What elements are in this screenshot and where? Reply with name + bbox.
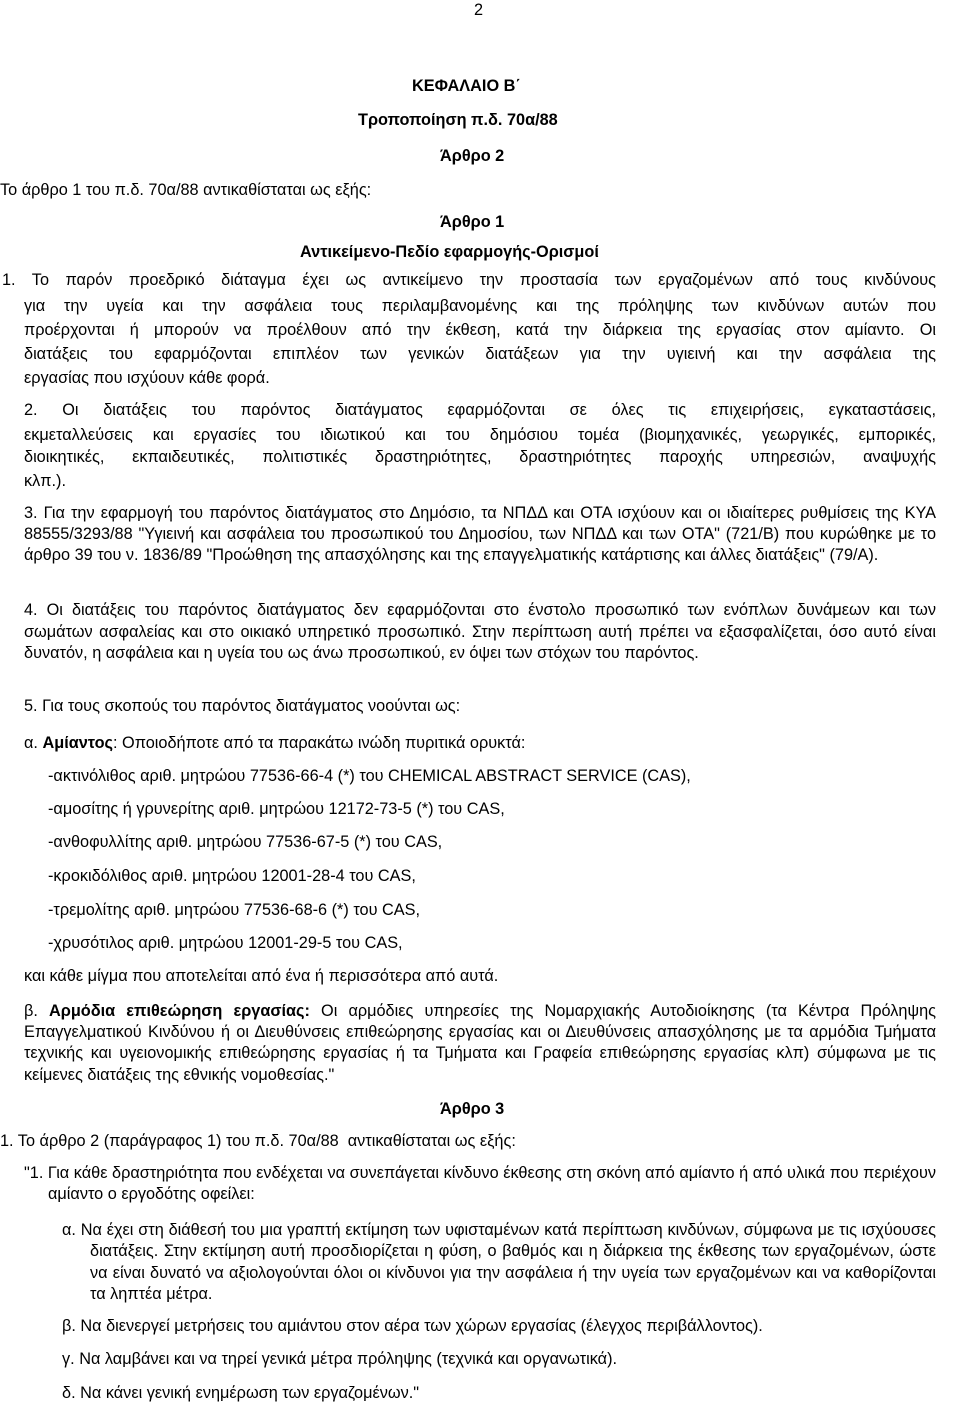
article-3-quote: "1. Για κάθε δραστηριότητα που ενδέχεται να συνεπάγεται κίνδυνο έκθεσης στη σκόνη από αμίαντο ή από υλικά που περιέχουν αμίαντο ο εργοδότης οφείλει:: [24, 1164, 936, 1203]
obligation-text: Να διενεργεί μετρήσεις του αμιάντου στον αέρα των χώρων εργασίας (έλεγχος περιβάλλοντος).: [80, 1317, 763, 1335]
obligation-text: Να έχει στη διάθεσή του μια γραπτή εκτίμηση των υφισταμένων κατά περίπτωση κινδύνων, σύμφωνα με τις ισχύουσες διατάξεις. Στην εκτίμηση αυτή προσδιορίζεται η φύση, ο βαθμός και η διάρκεια της έκθεσης των εργαζομένων, ώστε να είναι δυνατό να αξιολογούνται όλοι οι κίνδυνοι για την ασφάλεια ή την υγεία των εργαζομένων και να καθορίζονται τα ληπτέα μέτρα.: [80, 1221, 936, 1303]
page-number: 2: [474, 1, 484, 19]
obligation-label: δ.: [62, 1384, 76, 1402]
mineral-item: -κροκιδόλιθος αριθ. μητρώου 12001-28-4 του CAS,: [48, 867, 416, 885]
mineral-item: -αμοσίτης ή γρυνερίτης αριθ. μητρώου 12172-73-5 (*) του CAS,: [48, 800, 505, 818]
paragraph-4: 4. Οι διατάξεις του παρόντος διατάγματος δεν εφαρμόζονται στο ένστολο προσωπικό των ενόπλων δυνάμεων και των σωμάτων ασφαλείας και στο οικιακό υπηρετικό προσωπικό. Στην περίπτωση αυτή πρέπει να εξασφαλίζεται, όσο αυτό είναι δυνατόν, η ασφάλεια και η υγεία του ως άνω προσωπικού, εν όψει των στόχων του παρόντος.: [24, 601, 936, 662]
article-1-subheading: Αντικείμενο-Πεδίο εφαρμογής-Ορισμοί: [300, 243, 599, 261]
obligation-item: [62, 1383, 419, 1403]
paragraph-5-intro: 5. Για τους σκοπούς του παρόντος διατάγματος νοούνται ως:: [24, 697, 461, 715]
paragraph-1-line: εργασίας που ισχύουν κάθε φορά.: [24, 369, 270, 387]
paragraph-3: 3. Για την εφαρμογή του παρόντος διατάγματος στο Δημόσιο, τα ΝΠΔΔ και ΟΤΑ ισχύουν και οι ιδιαίτερες ρυθμίσεις της ΚΥΑ 88555/3293/88 "Υγιεινή και ασφάλεια του προσωπικού του Δημοσίου, των ΝΠΔΔ και των ΟΤΑ" (721/Β) που κυρώθηκε με το άρθρο 39 του ν. 1836/89 "Προώθηση της απασχόλησης και της επαγγελματικής κατάρτισης και άλλες διατάξεις" (79/Α).: [24, 504, 936, 564]
article-2-heading: Άρθρο 2: [440, 147, 505, 165]
paragraph-2-line: κλπ.).: [24, 472, 66, 490]
obligation-label: γ.: [62, 1350, 75, 1368]
definition-text: Οι αρμόδιες υπηρεσίες της Νομαρχιακής Αυτοδιοίκησης (τα Κέντρα Πρόληψης Επαγγελματικού Κινδύνου ή οι Διευθύνσεις επιθεώρησης εργασίας και οι Διευθύνσεις απασχόλησης με τα αρμόδια Τμήματα τεχνικής και υγειονομικής επιθεώρησης εργασίας ή τα Τμήματα και Γραφεία επιθεώρησης εργασίας κλπ) σύμφωνα με τις κείμενες διατάξεις της εθνικής νομοθεσίας.": [24, 1002, 936, 1084]
obligation-text: Να λαμβάνει και να τηρεί γενικά μέτρα πρόληψης (τεχνικά και οργανωτικά).: [79, 1350, 618, 1368]
paragraph-1-line: διατάξεις του εφαρμόζονται επιπλέον των γενικών διατάξεων για την υγιεινή και την ασφάλεια της: [24, 345, 936, 363]
paragraph-1-line: για την υγεία και την ασφάλεια τους περιλαμβανομένης και της πρόληψης των κινδύνων αυτών που: [24, 297, 936, 315]
definition-term: Αρμόδια επιθεώρηση εργασίας:: [49, 1002, 310, 1020]
paragraph-1-line: 1. Το παρόν προεδρικό διάταγμα έχει ως αντικείμενο την προστασία των εργαζομένων από τους κινδύνους: [2, 271, 936, 289]
chapter-subtitle: Τροποποίηση π.δ. 70α/88: [358, 111, 558, 129]
mineral-item: -ακτινόλιθος αριθ. μητρώου 77536-66-4 (*) του CHEMICAL ABSTRACT SERVICE (CAS),: [48, 767, 691, 785]
mixture-clause: και κάθε μίγμα που αποτελείται από ένα ή περισσότερα από αυτά.: [24, 967, 499, 985]
mineral-item: -χρυσότιλος αριθ. μητρώου 12001-29-5 του CAS,: [48, 934, 403, 952]
obligation-label: β.: [62, 1317, 76, 1335]
definition-label: β.: [24, 1002, 38, 1020]
obligation-label: α.: [62, 1221, 76, 1239]
definition-term: Αμίαντος: [42, 734, 113, 752]
paragraph-2-line: εκμεταλλεύσεις και εργασίες του ιδιωτικού και του δημόσιου τομέα (βιομηχανικές, γεωργικές, εμπορικές,: [24, 426, 936, 444]
obligation-item: [62, 1220, 936, 1305]
definition-asbestos: [24, 733, 525, 753]
article-1-heading: Άρθρο 1: [440, 213, 505, 231]
paragraph-2-line: 2. Οι διατάξεις του παρόντος διατάγματος εφαρμόζονται σε όλες τις επιχειρήσεις, εγκαταστάσεις,: [24, 401, 936, 419]
obligation-item: [62, 1316, 763, 1336]
definition-label: α.: [24, 734, 38, 752]
paragraph-2-line: διοικητικές, εκπαιδευτικές, πολιτιστικές δραστηριότητες, δραστηριότητες παροχής υπηρεσιών, αναψυχής: [24, 448, 936, 466]
obligation-item: [62, 1349, 617, 1369]
mineral-item: -ανθοφυλλίτης αριθ. μητρώου 77536-67-5 (*) του CAS,: [48, 833, 443, 851]
article-3-heading: Άρθρο 3: [440, 1100, 505, 1118]
definition-text: : Οποιοδήποτε από τα παρακάτω ινώδη πυριτικά ορυκτά:: [113, 734, 526, 752]
paragraph-1-line: προέρχονται ή μπορούν να προέλθουν από την έκθεση, κατά την διάρκεια της εργασίας στον αμίαντο. Οι: [24, 321, 936, 339]
definition-inspection: [24, 1001, 936, 1086]
mineral-item: -τρεμολίτης αριθ. μητρώου 77536-68-6 (*) του CAS,: [48, 901, 421, 919]
article-3-intro: 1. Το άρθρο 2 (παράγραφος 1) του π.δ. 70α/88 αντικαθίσταται ως εξής:: [0, 1132, 516, 1150]
obligation-text: Να κάνει γενική ενημέρωση των εργαζομένων.": [80, 1384, 420, 1402]
chapter-title: ΚΕΦΑΛΑΙΟ Β΄: [412, 77, 521, 95]
replace-intro: Το άρθρο 1 του π.δ. 70α/88 αντικαθίσταται ως εξής:: [0, 181, 372, 199]
